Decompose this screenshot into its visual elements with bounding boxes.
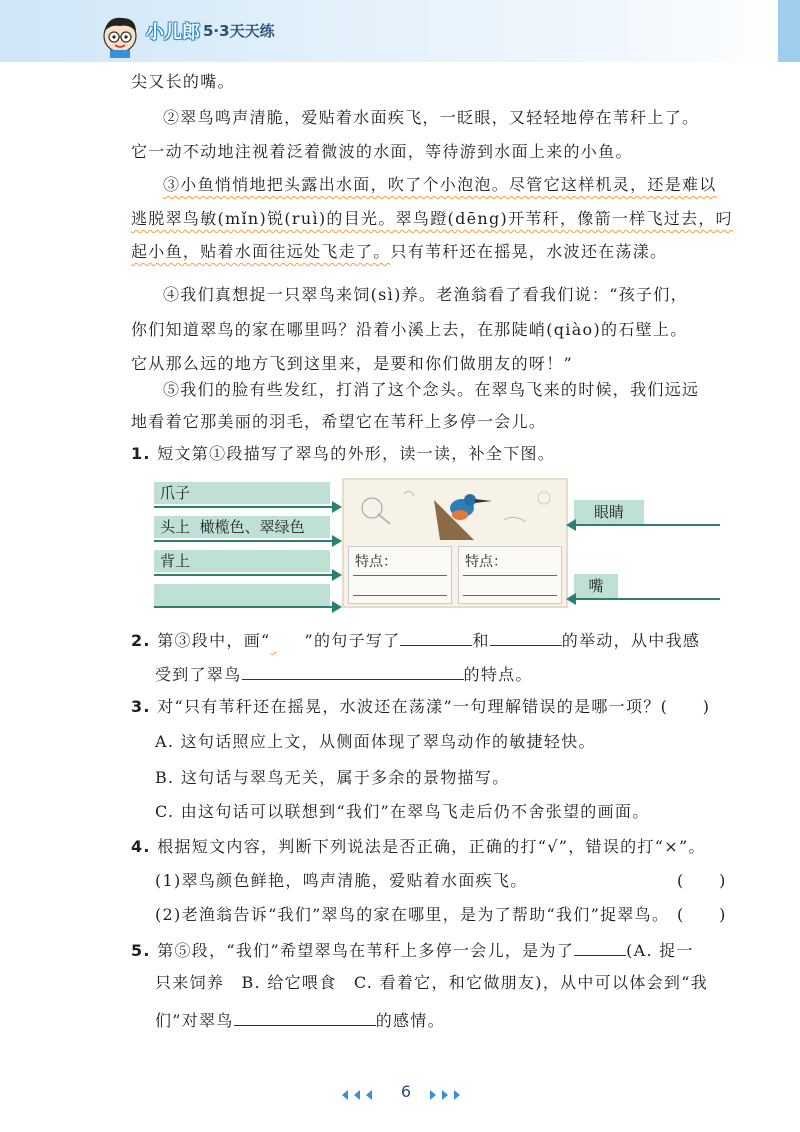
question-5-line-3: 们”对翠鸟 的感情。 [155, 1007, 445, 1033]
page-number: 6 [400, 1082, 412, 1101]
judgement-item: (1)翠鸟颜色鲜艳，鸣声清脆，爱贴着水面疾飞。 [155, 871, 528, 890]
feature-label: 特点： [355, 554, 397, 570]
answer-blank[interactable] [400, 627, 472, 646]
question-text: 短文第①段描写了翠鸟的外形，读一读，补全下图。 [157, 444, 556, 463]
passage-line: 它从那么远的地方飞到这里来，是要和你们做朋友的呀！” [131, 354, 573, 373]
arrow-head [154, 540, 340, 542]
answer-blank[interactable] [242, 661, 464, 680]
answer-blank[interactable] [234, 1007, 376, 1026]
label-blank[interactable] [154, 584, 330, 606]
arrow-beak [568, 598, 720, 600]
brand-name: 小儿郎 [146, 22, 200, 43]
answer-blank[interactable] [490, 627, 562, 646]
question-number: 2. [131, 631, 151, 650]
passage-line: 它一动不动地注视着泛着微波的水面，等待游到水面上来的小鱼。 [131, 142, 633, 161]
question-5-line-2: 只来饲养 B. 给它喂食 C. 看着它，和它做朋友)，从中可以体会到“我 [155, 973, 708, 992]
answer-parentheses[interactable]: ( ) [677, 905, 727, 924]
passage-line: ⑤我们的脸有些发红，打消了这个念头。在翠鸟飞来的时候，我们远远 [163, 380, 700, 399]
judgement-item: (2)老渔翁告诉“我们”翠鸟的家在哪里，是为了帮助“我们”捉翠鸟。 [155, 905, 670, 924]
question-3 [131, 695, 710, 719]
question-2-line-2: 受到了翠鸟 的特点。 [155, 661, 533, 687]
underlined-sentence: 起小鱼，贴着水面往远处飞走了。 [131, 242, 391, 261]
label-head: 头上 橄榄色、翠绿色 [154, 516, 330, 538]
wavy-line-sample [270, 629, 304, 653]
head-answer: 橄榄色、翠绿色 [199, 518, 305, 536]
brand-series: 5·3天天练 [203, 22, 275, 40]
question-number: 4. [131, 837, 151, 856]
passage-line: 尖又长的嘴。 [131, 72, 235, 91]
question-text: 对“只有苇秆还在摇晃，水波还在荡漾”一句理解错误的是哪一项？( ) [157, 697, 711, 716]
header-edge-strip [778, 0, 800, 62]
option-a[interactable]: A. 这句话照应上文，从侧面体现了翠鸟动作的敏捷轻快。 [155, 732, 596, 751]
option-c[interactable]: C. 由这句话可以联想到“我们”在翠鸟飞走后仍不舍张望的画面。 [155, 802, 650, 821]
label-back: 背上 [154, 550, 330, 572]
question-2: 2. 第③段中，画“ ”的句子写了 和 的举动，从中我感 [131, 627, 700, 653]
question-number: 3. [131, 697, 151, 716]
passage-line: 你们知道翠鸟的家在哪里吗？沿着小溪上去，在那陡峭(qiào)的石壁上。 [131, 320, 688, 339]
question-number: 5. [131, 941, 151, 960]
answer-blank[interactable] [574, 937, 626, 956]
kingfisher-illustration [344, 480, 566, 544]
label-beak: 嘴 [574, 574, 618, 598]
question-4 [131, 835, 706, 859]
option-b[interactable]: B. 这句话与翠鸟无关，属于多余的景物描写。 [155, 768, 510, 787]
kingfisher-diagram [154, 478, 720, 612]
arrow-claw [154, 506, 340, 508]
passage-line [131, 240, 667, 264]
answer-parentheses[interactable]: ( ) [677, 871, 727, 890]
passage-line-underlined: ③小鱼悄悄地把头露出水面，吹了个小泡泡。尽管它这样机灵，还是难以 [163, 175, 717, 194]
illustration-frame [342, 478, 568, 608]
question-5: 5. 第⑤段，“我们”希望翠鸟在苇秆上多停一会儿，是为了 (A. 捉一 [131, 937, 694, 963]
arrow-blank [154, 606, 340, 608]
passage-line-underlined: 逃脱翠鸟敏(mǐn)锐(ruì)的目光。翠鸟蹬(dēng)开苇秆，像箭一样飞过去，叼 [131, 209, 733, 228]
left-arrows-icon [340, 1089, 384, 1101]
label-claw: 爪子 [154, 482, 330, 504]
arrow-back [154, 574, 340, 576]
feature-label: 特点： [465, 554, 507, 570]
right-arrows-icon [428, 1089, 472, 1101]
label-eyes: 眼睛 [574, 500, 644, 524]
passage-line: ④我们真想捉一只翠鸟来饲(sì)养。老渔翁看了看我们说：“孩子们， [163, 285, 688, 304]
question-text: 根据短文内容，判断下列说法是否正确，正确的打“√”，错误的打“×”。 [157, 837, 706, 856]
feature-box-left[interactable] [348, 546, 452, 604]
mascot-icon [96, 10, 144, 58]
passage-line: ②翠鸟鸣声清脆，爱贴着水面疾飞，一眨眼，又轻轻地停在苇秆上了。 [163, 108, 700, 127]
plain-sentence: 只有苇秆还在摇晃，水波还在荡漾。 [390, 242, 668, 261]
feature-box-right[interactable] [458, 546, 562, 604]
question-1 [131, 442, 555, 466]
arrow-eyes [568, 524, 720, 526]
page-footer [0, 1080, 800, 1110]
question-number: 1. [131, 444, 151, 463]
passage-line: 地看着它那美丽的羽毛，希望它在苇秆上多停一会儿。 [131, 412, 547, 431]
